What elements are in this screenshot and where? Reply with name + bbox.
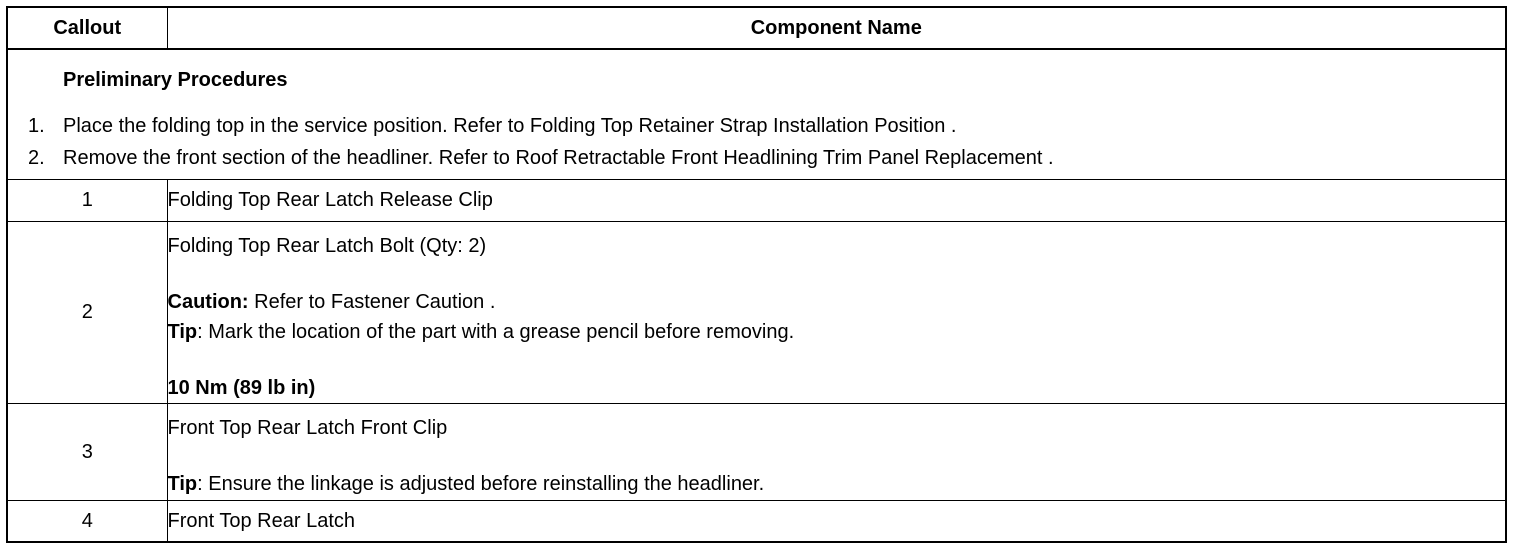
component-name: Front Top Rear Latch Front Clip bbox=[167, 417, 448, 439]
callout-cell: 1 bbox=[7, 180, 167, 222]
preliminary-step bbox=[8, 110, 1505, 142]
callout-cell: 3 bbox=[7, 404, 167, 501]
preliminary-title: Preliminary Procedures bbox=[63, 68, 288, 91]
component-name: Front Top Rear Latch bbox=[167, 509, 356, 532]
table-row bbox=[7, 501, 1506, 543]
component-cell bbox=[167, 501, 1506, 543]
table-header-row bbox=[7, 7, 1506, 49]
tip-text: : Ensure the linkage is adjusted before reinstalling the headliner. bbox=[197, 473, 765, 495]
component-name: Folding Top Rear Latch Release Clip bbox=[167, 189, 493, 211]
preliminary-cell bbox=[7, 49, 1506, 180]
header-callout: Callout bbox=[7, 7, 167, 49]
table-row bbox=[7, 404, 1506, 501]
tip-note bbox=[168, 469, 1506, 499]
caution-label: Caution: bbox=[167, 290, 249, 313]
step-number: 2. bbox=[28, 146, 45, 169]
step-text: Place the folding top in the service position. Refer to Folding Top Retainer Strap Installation Position . bbox=[63, 114, 957, 137]
caution-note bbox=[168, 287, 1506, 317]
step-number: 1. bbox=[28, 114, 45, 137]
component-cell bbox=[167, 404, 1506, 501]
preliminary-row bbox=[7, 49, 1506, 180]
preliminary-steps bbox=[8, 110, 1505, 174]
tip-label: Tip bbox=[167, 473, 198, 495]
table-row bbox=[7, 180, 1506, 222]
procedure-table bbox=[6, 6, 1507, 543]
step-text: Remove the front section of the headliner. Refer to Roof Retractable Front Headlining Trim Panel Replacement . bbox=[63, 146, 1054, 169]
component-cell bbox=[167, 180, 1506, 222]
tip-label: Tip bbox=[167, 320, 198, 343]
callout-cell: 2 bbox=[7, 222, 167, 404]
component-cell bbox=[167, 222, 1506, 404]
component-name: Folding Top Rear Latch Bolt (Qty: 2) bbox=[167, 234, 487, 257]
tip-note bbox=[168, 317, 1506, 347]
preliminary-step bbox=[8, 142, 1505, 174]
torque-spec: 10 Nm (89 lb in) bbox=[167, 376, 316, 399]
callout-cell: 4 bbox=[7, 501, 167, 543]
table-row bbox=[7, 222, 1506, 404]
tip-text: : Mark the location of the part with a grease pencil before removing. bbox=[197, 320, 795, 343]
header-component-name: Component Name bbox=[167, 7, 1506, 49]
caution-text: Refer to Fastener Caution . bbox=[248, 290, 496, 313]
